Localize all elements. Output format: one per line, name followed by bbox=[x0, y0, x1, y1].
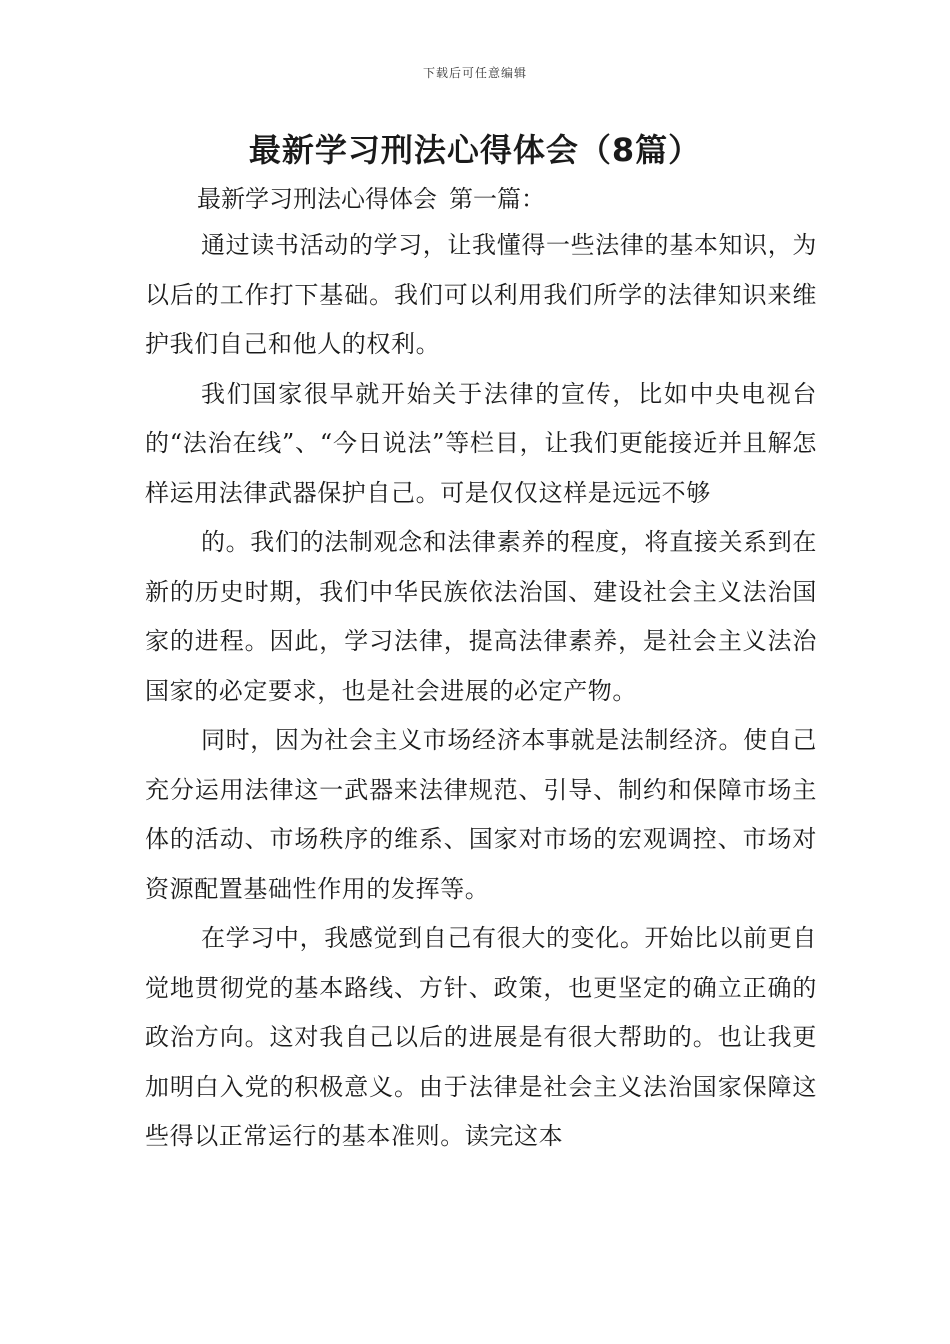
header-note: 下载后可任意编辑 bbox=[422, 66, 527, 80]
section-heading-main: 最新学习刑法心得体会 bbox=[197, 185, 437, 213]
paragraph-2: 我们国家很早就开始关于法律的宣传，比如中央电视台的“法治在线”、“今日说法”等栏目，让我们更能接近并且解怎样运用法律武器保护自己。可是仅仅这样是远远不够 bbox=[145, 379, 817, 507]
body-text bbox=[145, 221, 817, 1162]
paragraph-3: 的。我们的法制观念和法律素养的程度，将直接关系到在新的历史时期，我们中华民族依法治国、建设社会主义法治国家的进程。因此，学习法律，提高法律素养，是社会主义法治国家的必定要求，也是社会进展的必定产物。 bbox=[145, 528, 817, 705]
document-title: 最新学习刑法心得体会（8篇） bbox=[248, 131, 702, 169]
paragraph-5: 在学习中，我感觉到自己有很大的变化。开始比以前更自觉地贯彻党的基本路线、方针、政策，也更坚定的确立正确的政治方向。这对我自己以后的进展是有很大帮助的。也让我更加明白入党的积极意义。由于法律是社会主义法治国家保障这些得以正常运行的基本准则。读完这本 bbox=[145, 924, 817, 1150]
paragraph-1: 通过读书活动的学习，让我懂得一些法律的基本知识，为以后的工作打下基础。我们可以利用我们所学的法律知识来维护我们自己和他人的权利。 bbox=[145, 231, 817, 358]
paragraph-4: 同时，因为社会主义市场经济本事就是法制经济。使自己充分运用法律这一武器来法律规范、引导、制约和保障市场主体的活动、市场秩序的维系、国家对市场的宏观调控、市场对资源配置基础性作用的发挥等。 bbox=[145, 726, 817, 903]
section-heading bbox=[197, 181, 545, 217]
section-heading-part: 第一篇： bbox=[449, 185, 545, 213]
